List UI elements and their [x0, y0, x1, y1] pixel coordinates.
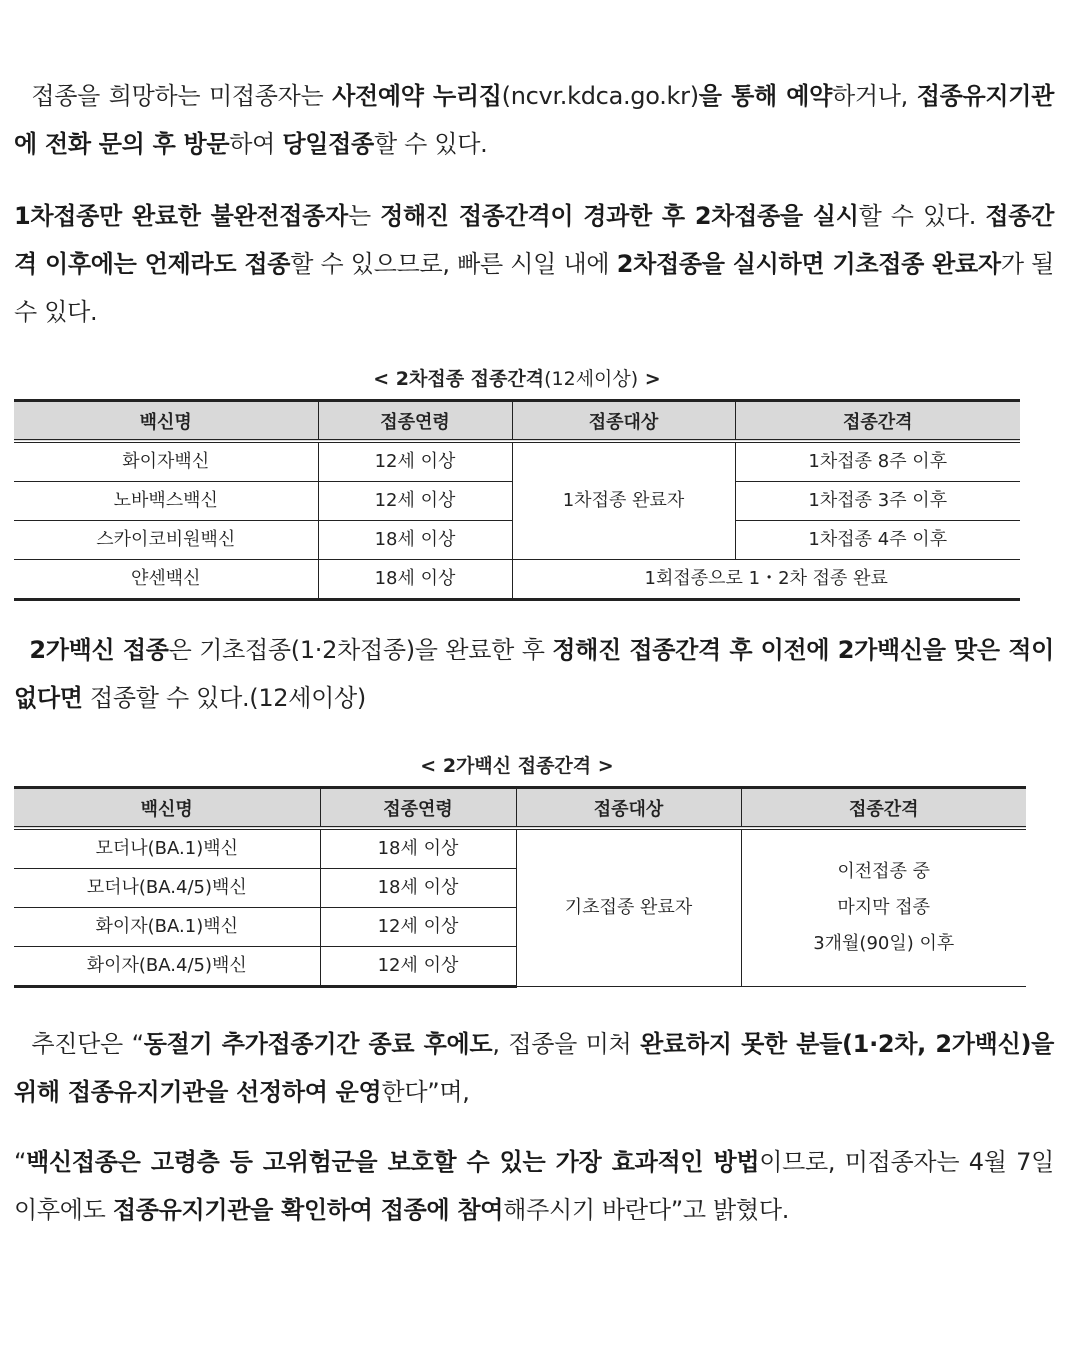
- emphasized-text: 접종유지기관을 확인하여 접종에 참여: [112, 1196, 504, 1224]
- body-text: 할 수 있으므로, 빠른 시일 내에: [290, 250, 617, 278]
- interval-cell: 1차접종 4주 이후: [735, 521, 1020, 560]
- interval-line: 이전접종 중: [837, 861, 931, 882]
- body-text: 하거나,: [832, 82, 917, 110]
- second-dose-interval-table: [14, 399, 1020, 601]
- paragraph-incomplete-vaccination: [14, 192, 1054, 336]
- table1-caption-age: (12세이상): [544, 368, 639, 390]
- paragraph-task-force-statement: [14, 1020, 1054, 1116]
- vaccine-name-cell: 스카이코비원백신: [14, 521, 318, 560]
- body-text: (ncvr.kdca.go.kr): [501, 82, 699, 110]
- table-row: [14, 560, 1020, 600]
- interval-cell: [741, 828, 1026, 987]
- body-text: 추진단은 “: [14, 1030, 144, 1058]
- age-cell: 18세 이상: [318, 521, 512, 560]
- table2-caption-title: < 2가백신 접종간격 >: [420, 755, 614, 777]
- age-cell: 12세 이상: [318, 441, 512, 482]
- column-header-vaccine: 백신명: [14, 401, 318, 442]
- body-text: 접종할 수 있다.(12세이상): [82, 684, 366, 712]
- bivalent-interval-table: [14, 786, 1026, 988]
- age-cell: 18세 이상: [318, 560, 512, 600]
- table2-caption: [14, 753, 1020, 779]
- body-text: 이므로, 미접종자는 4월 7일 이후에도: [14, 1148, 1054, 1224]
- age-cell: 12세 이상: [320, 908, 516, 947]
- body-text: 은 기초접종(1·2차접종)을 완료한 후: [168, 636, 553, 664]
- age-cell: 12세 이상: [318, 482, 512, 521]
- emphasized-text: 정해진 접종간격이 경과한 후 2차접종을 실시: [380, 202, 859, 230]
- table1-caption: [14, 366, 1020, 392]
- emphasized-text: 동절기 추가접종기간 종료 후에도: [143, 1030, 493, 1058]
- age-cell: 18세 이상: [320, 869, 516, 908]
- vaccine-name-cell: 화이자(BA.4/5)백신: [14, 947, 320, 987]
- emphasized-text: 사전예약 누리집: [332, 82, 502, 110]
- emphasized-text: 2가백신 접종: [29, 636, 169, 664]
- emphasized-text: 2차접종을 실시하면 기초접종 완료자: [616, 250, 1001, 278]
- emphasized-text: 당일접종: [282, 130, 374, 158]
- emphasized-text: 접종유지기관에 전화 문의 후 방문: [14, 82, 1054, 158]
- body-text: 해주시기 바란다”고 밝혔다.: [503, 1196, 790, 1224]
- interval-line: 3개월(90일) 이후: [813, 933, 955, 954]
- age-cell: 18세 이상: [320, 828, 516, 869]
- column-header-age: 접종연령: [320, 788, 516, 829]
- target-cell: 기초접종 완료자: [516, 828, 741, 987]
- body-text: 는: [347, 202, 381, 230]
- target-cell: 1차접종 완료자: [512, 441, 735, 560]
- column-header-target: 접종대상: [512, 401, 735, 442]
- emphasized-text: 을 통해 예약: [698, 82, 833, 110]
- column-header-interval: 접종간격: [741, 788, 1026, 829]
- body-text: [14, 636, 29, 664]
- emphasized-text: 접종간격 이후에는 언제라도 접종: [14, 202, 1054, 278]
- vaccine-name-cell: 모더나(BA.1)백신: [14, 828, 320, 869]
- emphasized-text: 백신접종은 고령층 등 고위험군을 보호할 수 있는 가장 효과적인 방법: [26, 1148, 760, 1176]
- emphasized-text: 완료하지 못한 분들(1·2차, 2가백신)을 위해 접종유지기관을 선정하여 운영: [14, 1030, 1055, 1106]
- interval-cell: 1차접종 3주 이후: [735, 482, 1020, 521]
- table-header-row: [14, 401, 1020, 442]
- column-header-target: 접종대상: [516, 788, 741, 829]
- body-text: 할 수 있다.: [858, 202, 986, 230]
- body-text: 접종을 희망하는 미접종자는: [14, 82, 333, 110]
- paragraph-reservation: [14, 72, 1054, 168]
- body-text: 하여: [229, 130, 283, 158]
- janssen-note-cell: 1회접종으로 1・2차 접종 완료: [512, 560, 1020, 600]
- column-header-vaccine: 백신명: [14, 788, 320, 829]
- body-text: 한다”며,: [381, 1078, 470, 1106]
- vaccine-name-cell: 노바백스백신: [14, 482, 318, 521]
- interval-line: 마지막 접종: [837, 897, 931, 918]
- vaccine-name-cell: 화이자백신: [14, 441, 318, 482]
- table1-caption-close: >: [638, 368, 661, 390]
- emphasized-text: 1차접종만 완료한 불완전접종자: [14, 202, 348, 230]
- paragraph-vaccination-appeal: [14, 1138, 1054, 1234]
- vaccine-name-cell: 모더나(BA.4/5)백신: [14, 869, 320, 908]
- body-text: “: [14, 1148, 27, 1176]
- body-text: 할 수 있다.: [373, 130, 488, 158]
- vaccine-name-cell: 화이자(BA.1)백신: [14, 908, 320, 947]
- table-row: [14, 828, 1026, 869]
- emphasized-text: 정해진 접종간격 후 이전에 2가백신을 맞은 적이 없다면: [14, 636, 1055, 712]
- table-row: [14, 441, 1020, 482]
- body-text: , 접종을 미처: [492, 1030, 641, 1058]
- column-header-age: 접종연령: [318, 401, 512, 442]
- column-header-interval: 접종간격: [735, 401, 1020, 442]
- body-text: 가 될 수 있다.: [14, 250, 1055, 326]
- table-header-row: [14, 788, 1026, 829]
- age-cell: 12세 이상: [320, 947, 516, 987]
- interval-cell: 1차접종 8주 이후: [735, 441, 1020, 482]
- table1-caption-title: < 2차접종 접종간격: [373, 368, 545, 390]
- paragraph-bivalent-vaccine: [14, 626, 1054, 722]
- vaccine-name-cell: 얀센백신: [14, 560, 318, 600]
